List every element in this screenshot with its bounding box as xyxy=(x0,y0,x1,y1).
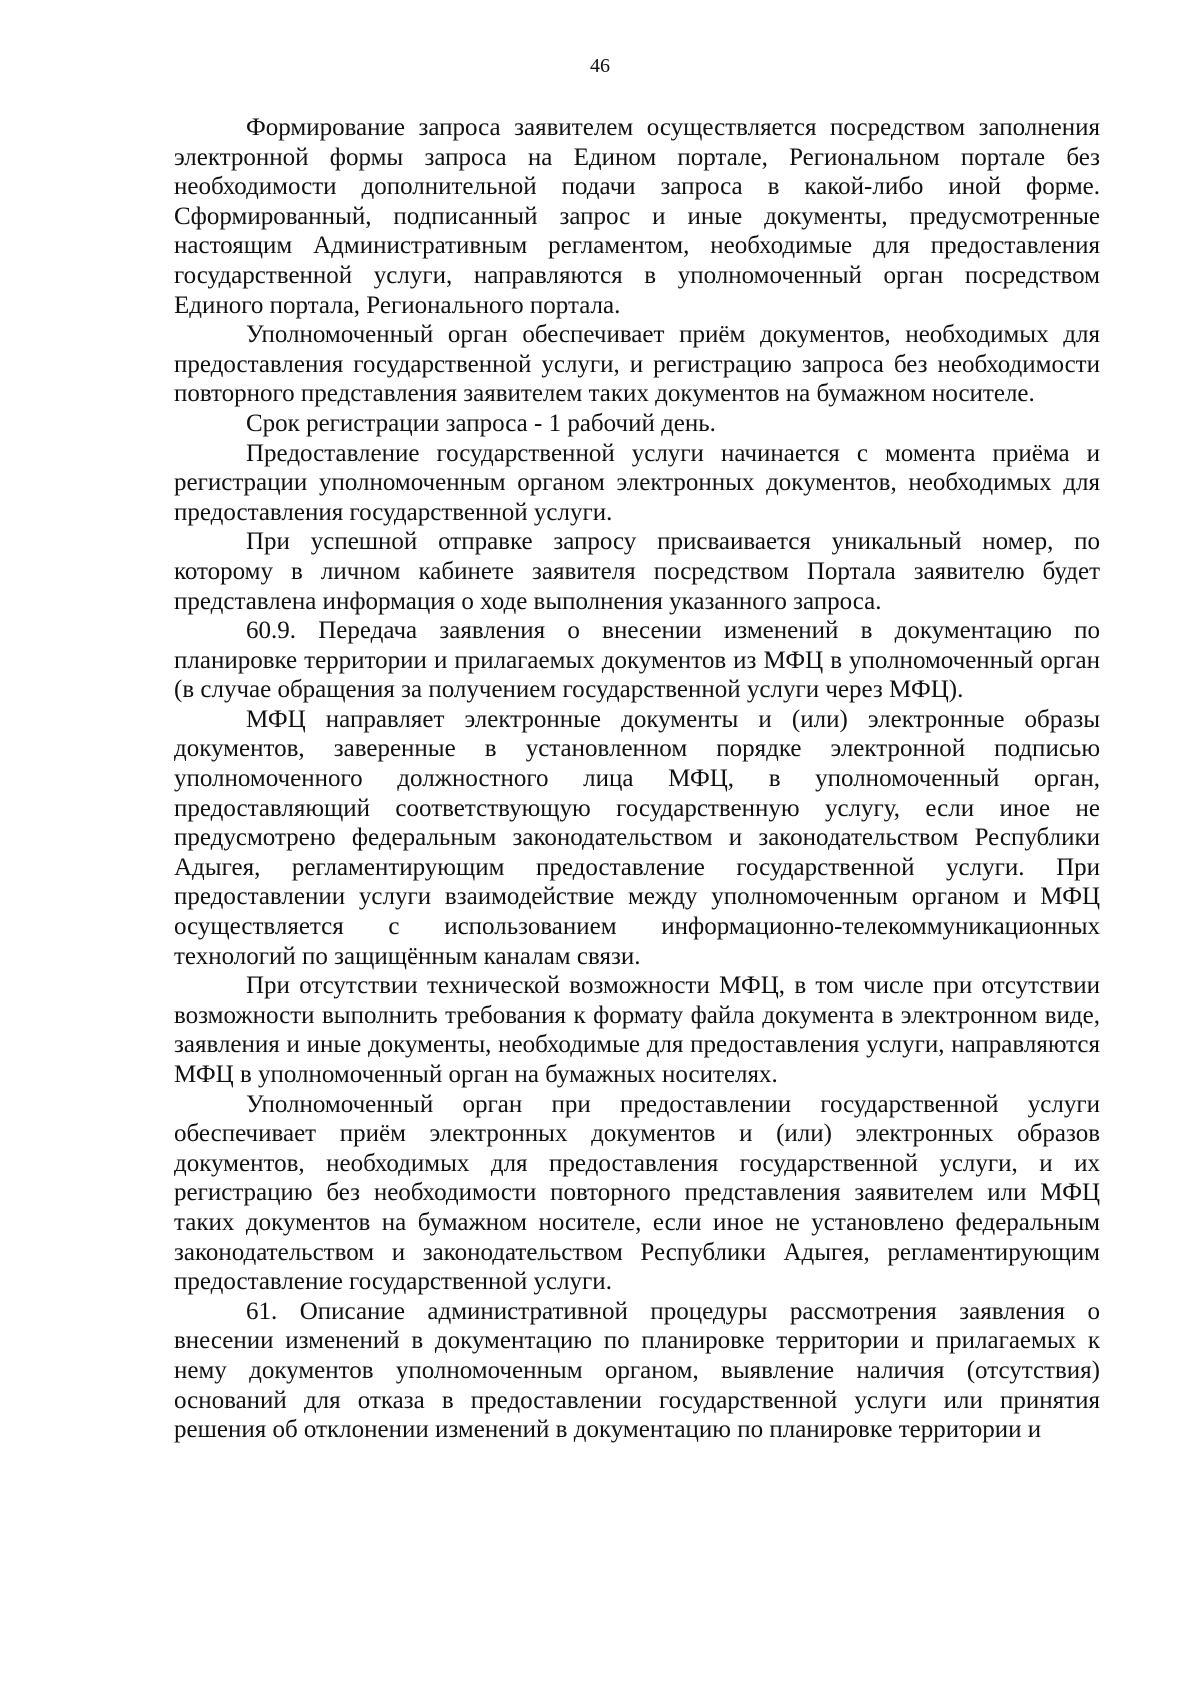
paragraph: Срок регистрации запроса - 1 рабочий день. xyxy=(246,409,716,437)
paragraph: 60.9. Передача заявления о внесении изменений в документацию по планировке территории и прилагаемых документов из МФЦ в уполномоченный орган (в случае обращения за получением государственной услуги через МФЦ). xyxy=(174,617,1100,704)
paragraph: 61. Описание административной процедуры рассмотрения заявления о внесении изменений в документацию по планировке территории и прилагаемых к нему документов уполномоченным органом, выявление наличия (отсутствия) оснований для отказа в предоставлении государственной услуги или принятия решения об отклонении изменений в документацию по планировке территории и xyxy=(174,1297,1100,1444)
paragraph: При отсутствии технической возможности МФЦ, в том числе при отсутствии возможности выполнить требования к формату файла документа в электронном виде, заявления и иные документы, необходимые для предоставления услуги, направляются МФЦ в уполномоченный орган на бумажных носителях. xyxy=(174,972,1100,1088)
page-number: 46 xyxy=(590,55,610,77)
paragraph: МФЦ направляет электронные документы и (или) электронные образы документов, заверенные в установленном порядке электронной подписью уполномоченного должностного лица МФЦ, в уполномоченный орган, предоставляющий соответствующую государственную услугу, если иное не предусмотрено федеральным законодательством и законодательством Республики Адыгея, регламентирующим предоставление государственной услуги. При предоставлении услуги взаимодействие между уполномоченным органом и МФЦ осуществляется с использованием информационно-телекоммуникационных технологий по защищённым каналам связи. xyxy=(174,705,1100,970)
document-body xyxy=(174,113,1100,1445)
paragraph: Формирование запроса заявителем осуществляется посредством заполнения электронной формы запроса на Едином портале, Региональном портале без необходимости дополнительной подачи запроса в какой-либо иной форме. Сформированный, подписанный запрос и иные документы, предусмотренные настоящим Административным регламентом, необходимые для предоставления государственной услуги, направляются в уполномоченный орган посредством Единого портала, Регионального портала. xyxy=(174,114,1100,319)
paragraph: Уполномоченный орган обеспечивает приём документов, необходимых для предоставления государственной услуги, и регистрацию запроса без необходимости повторного представления заявителем таких документов на бумажном носителе. xyxy=(174,321,1100,408)
paragraph: Уполномоченный орган при предоставлении государственной услуги обеспечивает приём электронных документов и (или) электронных образов документов, необходимых для предоставления государственной услуги, и их регистрацию без необходимости повторного представления заявителем или МФЦ таких документов на бумажном носителе, если иное не установлено федеральным законодательством и законодательством Республики Адыгея, регламентирующим предоставление государственной услуги. xyxy=(174,1090,1100,1296)
paragraph: Предоставление государственной услуги начинается с момента приёма и регистрации уполномоченным органом электронных документов, необходимых для предоставления государственной услуги. xyxy=(174,439,1100,526)
paragraph: При успешной отправке запросу присваивается уникальный номер, по которому в личном кабинете заявителя посредством Портала заявителю будет представлена информация о ходе выполнения указанного запроса. xyxy=(174,528,1100,615)
